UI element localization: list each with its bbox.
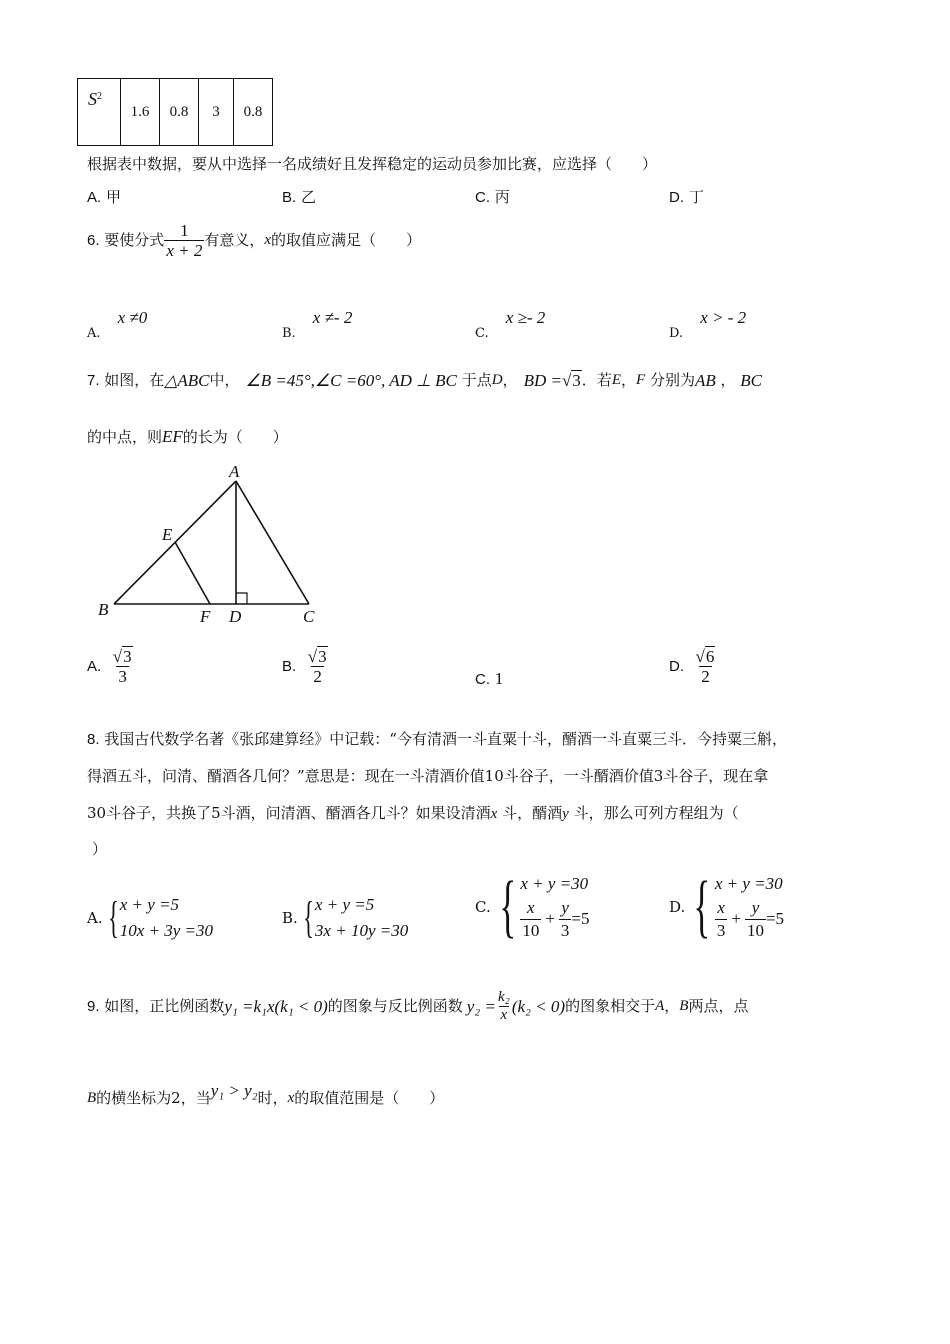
q8-line4: ） [92,840,108,858]
q8-option-d: D. { x + y =30 $\frac{x}{3}$ + $\frac{y}{10}$ =5 [669,868,785,945]
q9-stem-line1: 9. 如图，正比例函数 y₁ =k₁x(k₁ < 0) 的图象与反比例函数 y₂ = $\frac{\text{k₂}}{x}$ (k₂ < 0) 的图象相交于 A ， B 两点，点 [87,989,749,1023]
q5-option-b: B. 乙 [282,188,316,206]
table-row-label: $S^2$ [78,79,121,146]
q6-option-b: $_{B.}$ x ≠- 2 [282,308,353,341]
label-e: E [162,525,173,544]
q8-line2: 得酒五斗，问清、醑酒各几何？”意思是：现在一斗清酒价值10斗谷子，一斗醑酒价值3斗谷子，现在拿 [87,767,769,785]
right-angle-mark [236,593,247,604]
segment-ac [236,481,309,604]
q8-option-c: C. { x + y =30 $\frac{x}{10}$ + $\frac{y}{3}$ =5 [475,868,590,945]
variance-table [77,78,273,146]
q6-stem: 6. 要使分式 $\frac{1}{x + 2}$ 有意义， x 的取值应满足（ ） [87,221,422,260]
label-f: F [200,607,211,626]
q5-stem: 根据表中数据，要从中选择一名成绩好且发挥稳定的运动员参加比赛，应选择（ ） [87,155,658,173]
q8-option-b: B. { x + y =5 3x + 10y =30 [282,893,409,942]
label-a: A [229,462,240,481]
table-row [78,79,273,146]
q8-option-a: A. { x + y =5 10x + 3y =30 [87,893,214,942]
segment-ef [175,542,210,604]
label-b: B [98,600,109,619]
table-cell: 1.6 [121,79,160,146]
q8-line1: 8. 我国古代数学名著《张邱建算经》中记载：“今有清酒一斗直粟十斗，醑酒一斗直粟三斗．今持粟三斛， [87,730,787,748]
q7-option-d: D. $\frac{√6}{2}$ [669,647,715,686]
q7-option-c: C. 1 [475,669,504,688]
q5-option-a: A. 甲 [87,188,121,206]
q5-option-c: C. 丙 [475,188,510,206]
label-c: C [303,607,315,626]
q7-option-b: B. $\frac{√3}{2}$ [282,647,327,686]
q9-stem-line2: B 的横坐标为2，当 y₁ > y₂ 时， x 的取值范围是（ ） [87,1081,445,1107]
q6-fraction: $\frac{1}{x + 2}$ [166,221,203,260]
triangle-figure [90,462,330,632]
table-cell: 0.8 [234,79,273,146]
table-cell: 3 [199,79,234,146]
label-d: D [229,607,242,626]
table-cell: 0.8 [160,79,199,146]
q5-option-d: D. 丁 [669,188,704,206]
q6-option-d: $_{D.}$ x > - 2 [669,308,747,341]
q6-option-c: $_{C.}$ x ≥- 2 [475,308,546,341]
q7-stem-line1: 7. 如图，在 △ABC 中， ∠B =45°,∠C =60°, AD ⊥ BC 于点 D ， BD = √3 ．若 E ， F 分别为 AB ， BC [87,371,763,390]
q7-option-a: A. $\frac{√3}{3}$ [87,647,132,686]
q6-option-a: $_{A.}$ x ≠0 [87,308,148,341]
q8-line3: 30斗谷子，共换了5斗酒，问清酒、醑酒各几斗？如果设清酒x 斗，醑酒y 斗，那么可列方程组为（ [87,804,739,822]
q7-stem-line2: 的中点，则EF的长为（ ） [87,427,288,446]
